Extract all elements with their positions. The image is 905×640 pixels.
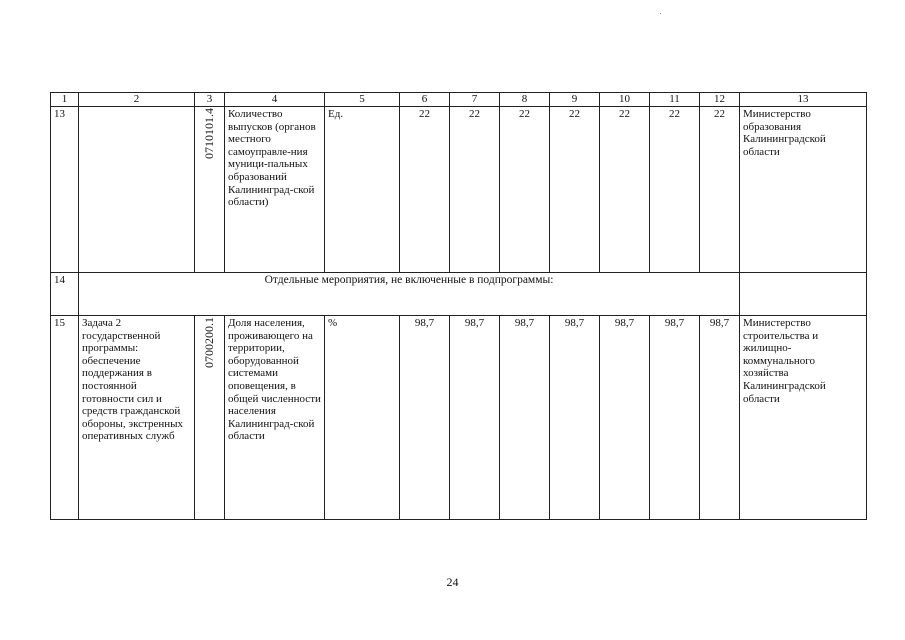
column-number: 6 — [400, 93, 450, 107]
value-cell: 98,7 — [650, 316, 700, 520]
table-row — [51, 273, 867, 316]
unit-cell: % — [325, 316, 400, 520]
column-number: 7 — [450, 93, 500, 107]
indicator-cell: Доля населения, проживающего на территории, оборудованной системами оповещения, в общей численности населения Калининград-ской области — [225, 316, 325, 520]
task-cell — [79, 107, 195, 273]
code-cell — [195, 316, 225, 520]
executor-cell: Министерство образования Калининградской области — [740, 107, 867, 273]
row-number: 13 — [51, 107, 79, 273]
value-cell: 22 — [650, 107, 700, 273]
indicator-cell: Количество выпусков (органов местного самоуправле-ния муници-пальных образований Калининград-ской области) — [225, 107, 325, 273]
code-cell — [195, 107, 225, 273]
value-cell: 98,7 — [700, 316, 740, 520]
column-number: 2 — [79, 93, 195, 107]
value-cell: 22 — [450, 107, 500, 273]
scan-artifact — [660, 13, 661, 14]
value-cell: 22 — [400, 107, 450, 273]
value-cell: 22 — [600, 107, 650, 273]
value-cell: 22 — [700, 107, 740, 273]
row-number: 15 — [51, 316, 79, 520]
value-cell: 98,7 — [550, 316, 600, 520]
column-number: 4 — [225, 93, 325, 107]
executor-cell: Министерство строительства и жилищно-коммунального хозяйства Калининградской области — [740, 316, 867, 520]
code-text: 0710101.4 — [202, 108, 216, 159]
column-number: 10 — [600, 93, 650, 107]
column-number: 11 — [650, 93, 700, 107]
row-number: 14 — [51, 273, 79, 316]
value-cell: 98,7 — [500, 316, 550, 520]
section-title: Отдельные мероприятия, не включенные в подпрограммы: — [79, 273, 740, 316]
column-number: 13 — [740, 93, 867, 107]
value-cell: 98,7 — [450, 316, 500, 520]
page-number: 24 — [446, 575, 459, 589]
table-row — [51, 107, 867, 273]
task-cell: Задача 2 государственной программы: обеспечение поддержания в постоянной готовности сил и средств гражданской обороны, экстренных оперативных служб — [79, 316, 195, 520]
executor-cell — [740, 273, 867, 316]
table-row — [51, 316, 867, 520]
column-number: 9 — [550, 93, 600, 107]
column-number: 12 — [700, 93, 740, 107]
table-header-row — [51, 93, 867, 107]
indicators-table — [50, 92, 867, 520]
value-cell: 22 — [550, 107, 600, 273]
column-number: 8 — [500, 93, 550, 107]
value-cell: 22 — [500, 107, 550, 273]
value-cell: 98,7 — [600, 316, 650, 520]
column-number: 3 — [195, 93, 225, 107]
unit-cell: Ед. — [325, 107, 400, 273]
column-number: 5 — [325, 93, 400, 107]
value-cell: 98,7 — [400, 316, 450, 520]
code-text: 0700200.1 — [202, 317, 216, 368]
column-number: 1 — [51, 93, 79, 107]
